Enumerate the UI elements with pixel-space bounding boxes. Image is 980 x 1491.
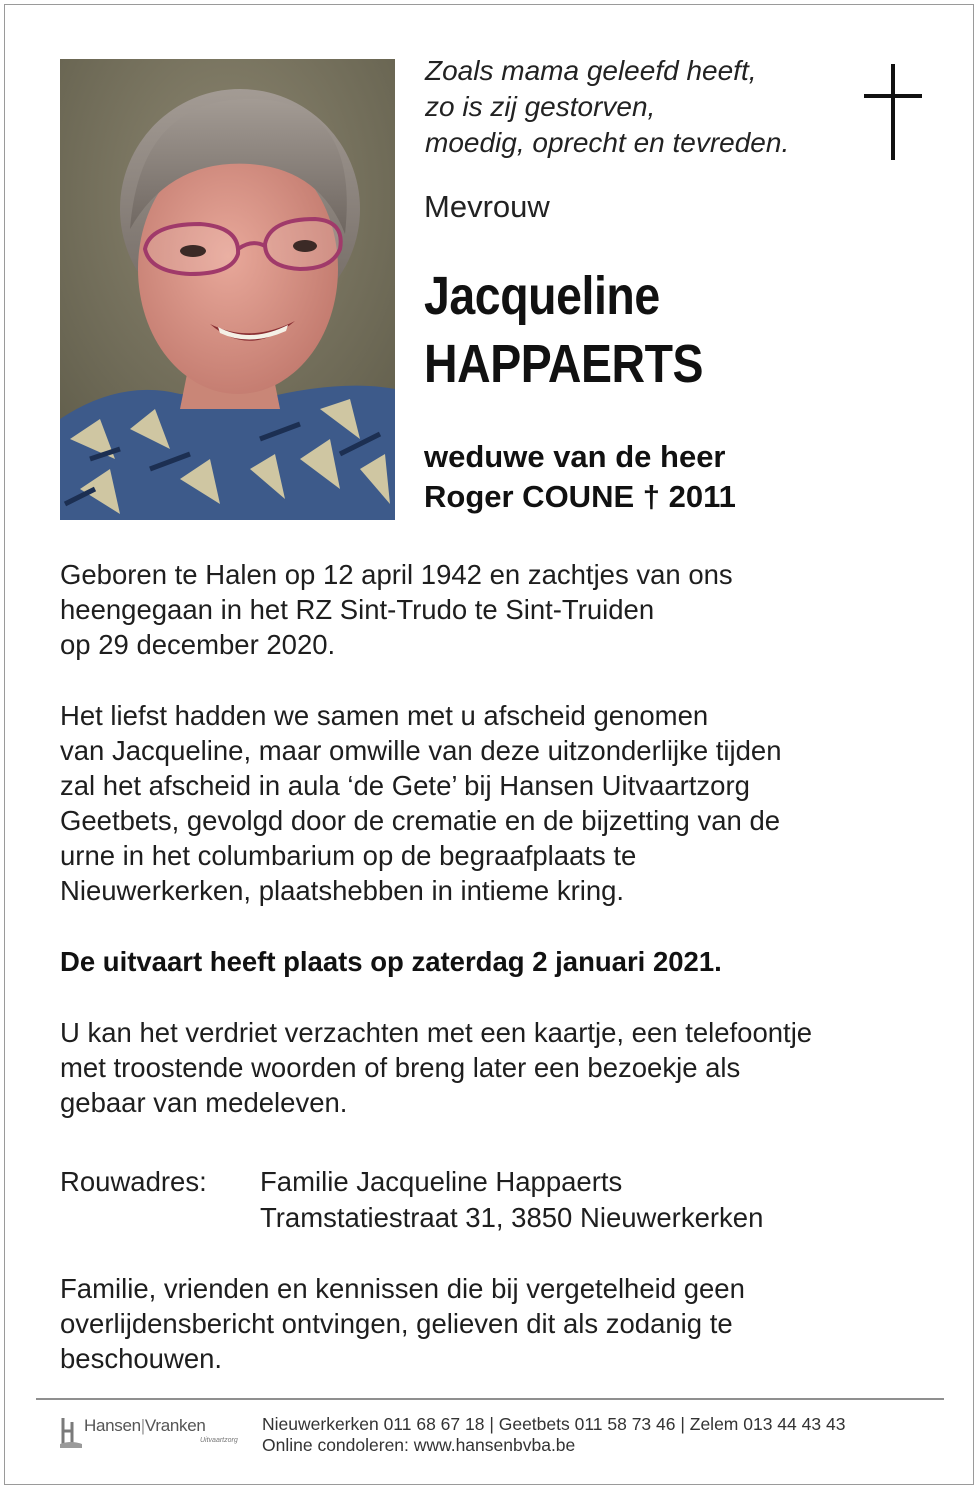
address-line: Familie Jacqueline Happaerts — [260, 1166, 623, 1197]
funeral-date: De uitvaart heeft plaats op zaterdag 2 januari 2021. — [60, 946, 722, 977]
last-name: HAPPAERTS — [424, 334, 704, 394]
paragraph-line: Geboren te Halen op 12 april 1942 en zachtjes van ons — [60, 559, 733, 590]
spouse-info — [424, 437, 736, 517]
address-label: Rouwadres: — [60, 1166, 207, 1197]
paragraph-line: Nieuwerkerken, plaatshebben in intieme kring. — [60, 875, 625, 906]
birth-death-paragraph — [60, 557, 940, 662]
poem-line: moedig, oprecht en tevreden. — [425, 127, 790, 158]
phone-numbers: Nieuwerkerken 011 68 67 18 | Geetbets 011 58 73 46 | Zelem 013 44 43 43 — [262, 1414, 846, 1434]
logo-subtitle: Uitvaartzorg — [200, 1437, 238, 1444]
logo-separator: | — [140, 1416, 145, 1435]
paragraph-line: gebaar van medeleven. — [60, 1087, 348, 1118]
poem-line: Zoals mama geleefd heeft, — [425, 55, 757, 86]
paragraph-line: Het liefst hadden we samen met u afscheid genomen — [60, 700, 709, 731]
spouse-line: Roger COUNE † 2011 — [424, 479, 736, 514]
address-value — [260, 1164, 763, 1236]
farewell-paragraph — [60, 698, 940, 908]
paragraph-line: Familie, vrienden en kennissen die bij vergetelheid geen — [60, 1273, 745, 1304]
footer-contact — [262, 1414, 845, 1456]
paragraph-line: zal het afscheid in aula ‘de Gete’ bij Hansen Uitvaartzorg — [60, 770, 750, 801]
paragraph-line: heengegaan in het RZ Sint-Trudo te Sint-Truiden — [60, 594, 655, 625]
paragraph-line: U kan het verdriet verzachten met een kaartje, een telefoontje — [60, 1017, 813, 1048]
honorific: Mevrouw — [424, 189, 550, 224]
paragraph-line: op 29 december 2020. — [60, 629, 336, 660]
paragraph-line: van Jacqueline, maar omwille van deze uitzonderlijke tijden — [60, 735, 782, 766]
logo-left: Hansen — [84, 1416, 141, 1435]
online-condolence-link[interactable]: Online condoleren: www.hansenbvba.be — [262, 1435, 576, 1455]
logo-mark-icon — [60, 1414, 82, 1448]
first-name: Jacqueline — [424, 266, 660, 326]
funeral-home-logo — [60, 1410, 240, 1460]
spouse-line: weduwe van de heer — [424, 439, 726, 474]
paragraph-line: beschouwen. — [60, 1343, 223, 1374]
deceased-name — [424, 262, 703, 398]
paragraph-line: overlijdensbericht ontvingen, gelieven dit als zodanig te — [60, 1308, 733, 1339]
condolence-paragraph — [60, 1015, 940, 1120]
paragraph-line: Geetbets, gevolgd door de crematie en de bijzetting van de — [60, 805, 781, 836]
paragraph-line: met troostende woorden of breng later een bezoekje als — [60, 1052, 741, 1083]
cross-icon — [864, 64, 922, 160]
notice-paragraph — [60, 1271, 940, 1376]
memorial-poem — [425, 53, 865, 161]
portrait-photo — [60, 59, 395, 520]
poem-line: zo is zij gestorven, — [425, 91, 656, 122]
footer-divider — [36, 1398, 944, 1400]
logo-right: Vranken — [144, 1416, 206, 1435]
address-line: Tramstatiestraat 31, 3850 Nieuwerkerken — [260, 1202, 764, 1233]
paragraph-line: urne in het columbarium op de begraafplaats te — [60, 840, 637, 871]
logo-text — [84, 1416, 206, 1436]
